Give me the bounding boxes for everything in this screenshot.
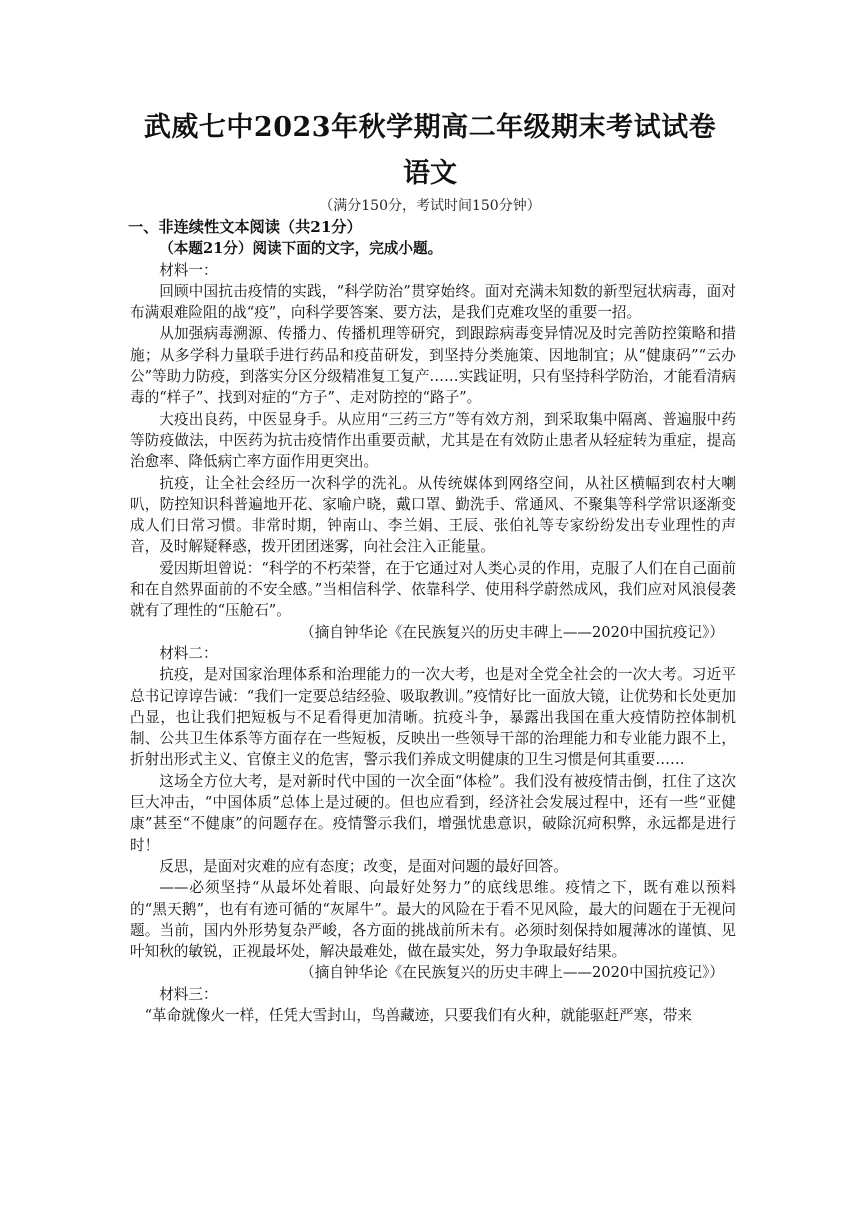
subject-title: 语文 xyxy=(403,158,457,189)
paragraph: ——必须坚持“从最坏处着眼、向最好处努力”的底线思维。疫情之下，既有难以预料的“黑天鹅”，也有有迹可循的“灰犀牛”。最大的风险在于看不见风险，最大的问题在于无视问题。当前，国内外形势复杂严峻，各方面的挑战前所未有。必须时刻保持如履薄冰的谨慎、见叶知秋的敏锐，正视最坏处，解决最难处，做在最实处，努力争取最好结果。 xyxy=(130,879,736,961)
paragraph: 大疫出良药，中医显身手。从应用“三药三方”等有效方剂，到采取集中隔离、普遍服中药等防疫做法，中医药为抗击疫情作出重要贡献，尤其是在有效防止患者从轻症转为重症，提高治愈率、降低病亡率方面作用更突出。 xyxy=(130,410,736,471)
material-label-2: 材料二： xyxy=(159,644,218,662)
paragraph: 抗疫，让全社会经历一次科学的洗礼。从传统媒体到网络空间，从社区横幅到农村大喇叭，防控知识科普遍地开花、家喻户晓，戴口罩、勤洗手、常通风、不聚集等科学常识逐渐变成人们日常习惯。非常时期，钟南山、李兰娟、王辰、张伯礼等专家纷纷发出专业理性的声音，及时解疑释惑，拨开团团迷雾，向社会注入正能量。 xyxy=(130,474,736,556)
material-label-3: 材料三： xyxy=(159,985,218,1003)
paragraph: 这场全方位大考，是对新时代中国的一次全面“体检”。我们没有被疫情击倒，扛住了这次巨大冲击，“中国体质”总体上是过硬的。但也应看到，经济社会发展过程中，还有一些“亚健康”甚至“不健康”的问题存在。疫情警示我们，增强忧患意识，破除沉疴积弊，永远都是进行时！ xyxy=(130,772,736,854)
paragraph: 抗疫，是对国家治理体系和治理能力的一次大考，也是对全党全社会的一次大考。习近平总书记谆谆告诫：“我们一定要总结经验、吸取教训。”疫情好比一面放大镜，让优势和长处更加凸显，也让我们把短板与不足看得更加清晰。抗疫斗争，暴露出我国在重大疫情防控体制机制、公共卫生体系等方面存在一些短板，反映出一些领导干部的治理能力和专业能力跟不上，折射出形式主义、官僚主义的危害，警示我们养成文明健康的卫生习惯是何其重要…… xyxy=(130,666,736,769)
material-label-1: 材料一： xyxy=(159,261,218,279)
source-citation: （摘自钟华论《在民族复兴的历史丰碑上——2020中国抗疫记》） xyxy=(300,964,724,982)
paragraph: 爱因斯坦曾说：“科学的不朽荣誉，在于它通过对人类心灵的作用，克服了人们在自己面前和在自然界面前的不安全感。”当相信科学、依靠科学、使用科学蔚然成风，我们应对风浪侵袭就有了理性的“压舱石”。 xyxy=(130,559,736,620)
paragraph: 从加强病毒溯源、传播力、传播机理等研究，到跟踪病毒变异情况及时完善防控策略和措施；从多学科力量联手进行药品和疫苗研发，到坚持分类施策、因地制宜；从“健康码”“云办公”等助力防疫，到落实分区分级精准复工复产……实践证明，只有坚持科学防治，才能看清病毒的“样子”、找到对症的“方子”、走对防控的“路子”。 xyxy=(130,325,736,407)
paragraph: “革命就像火一样，任凭大雪封山，鸟兽藏迹，只要我们有火种，就能驱赶严寒，带来 xyxy=(144,1006,693,1024)
paragraph: 回顾中国抗击疫情的实践，“科学防治”贯穿始终。面对充满未知数的新型冠状病毒，面对布满艰难险阻的战“疫”，向科学要答案、要方法，是我们克难攻坚的重要一招。 xyxy=(130,282,736,322)
exam-note: （满分150分，考试时间150分钟） xyxy=(319,198,541,214)
section-heading: 一、非连续性文本阅读（共21分） xyxy=(128,218,362,236)
question-instruction: （本题21分）阅读下面的文字，完成小题。 xyxy=(159,240,443,258)
exam-title: 武威七中2023年秋学期高二年级期末考试试卷 xyxy=(143,112,717,143)
paragraph: 反思，是面对灾难的应有态度；改变，是面对问题的最好回答。 xyxy=(159,857,568,875)
exam-body xyxy=(130,217,736,1026)
source-citation: （摘自钟华论《在民族复兴的历史丰碑上——2020中国抗疫记》） xyxy=(300,623,724,641)
